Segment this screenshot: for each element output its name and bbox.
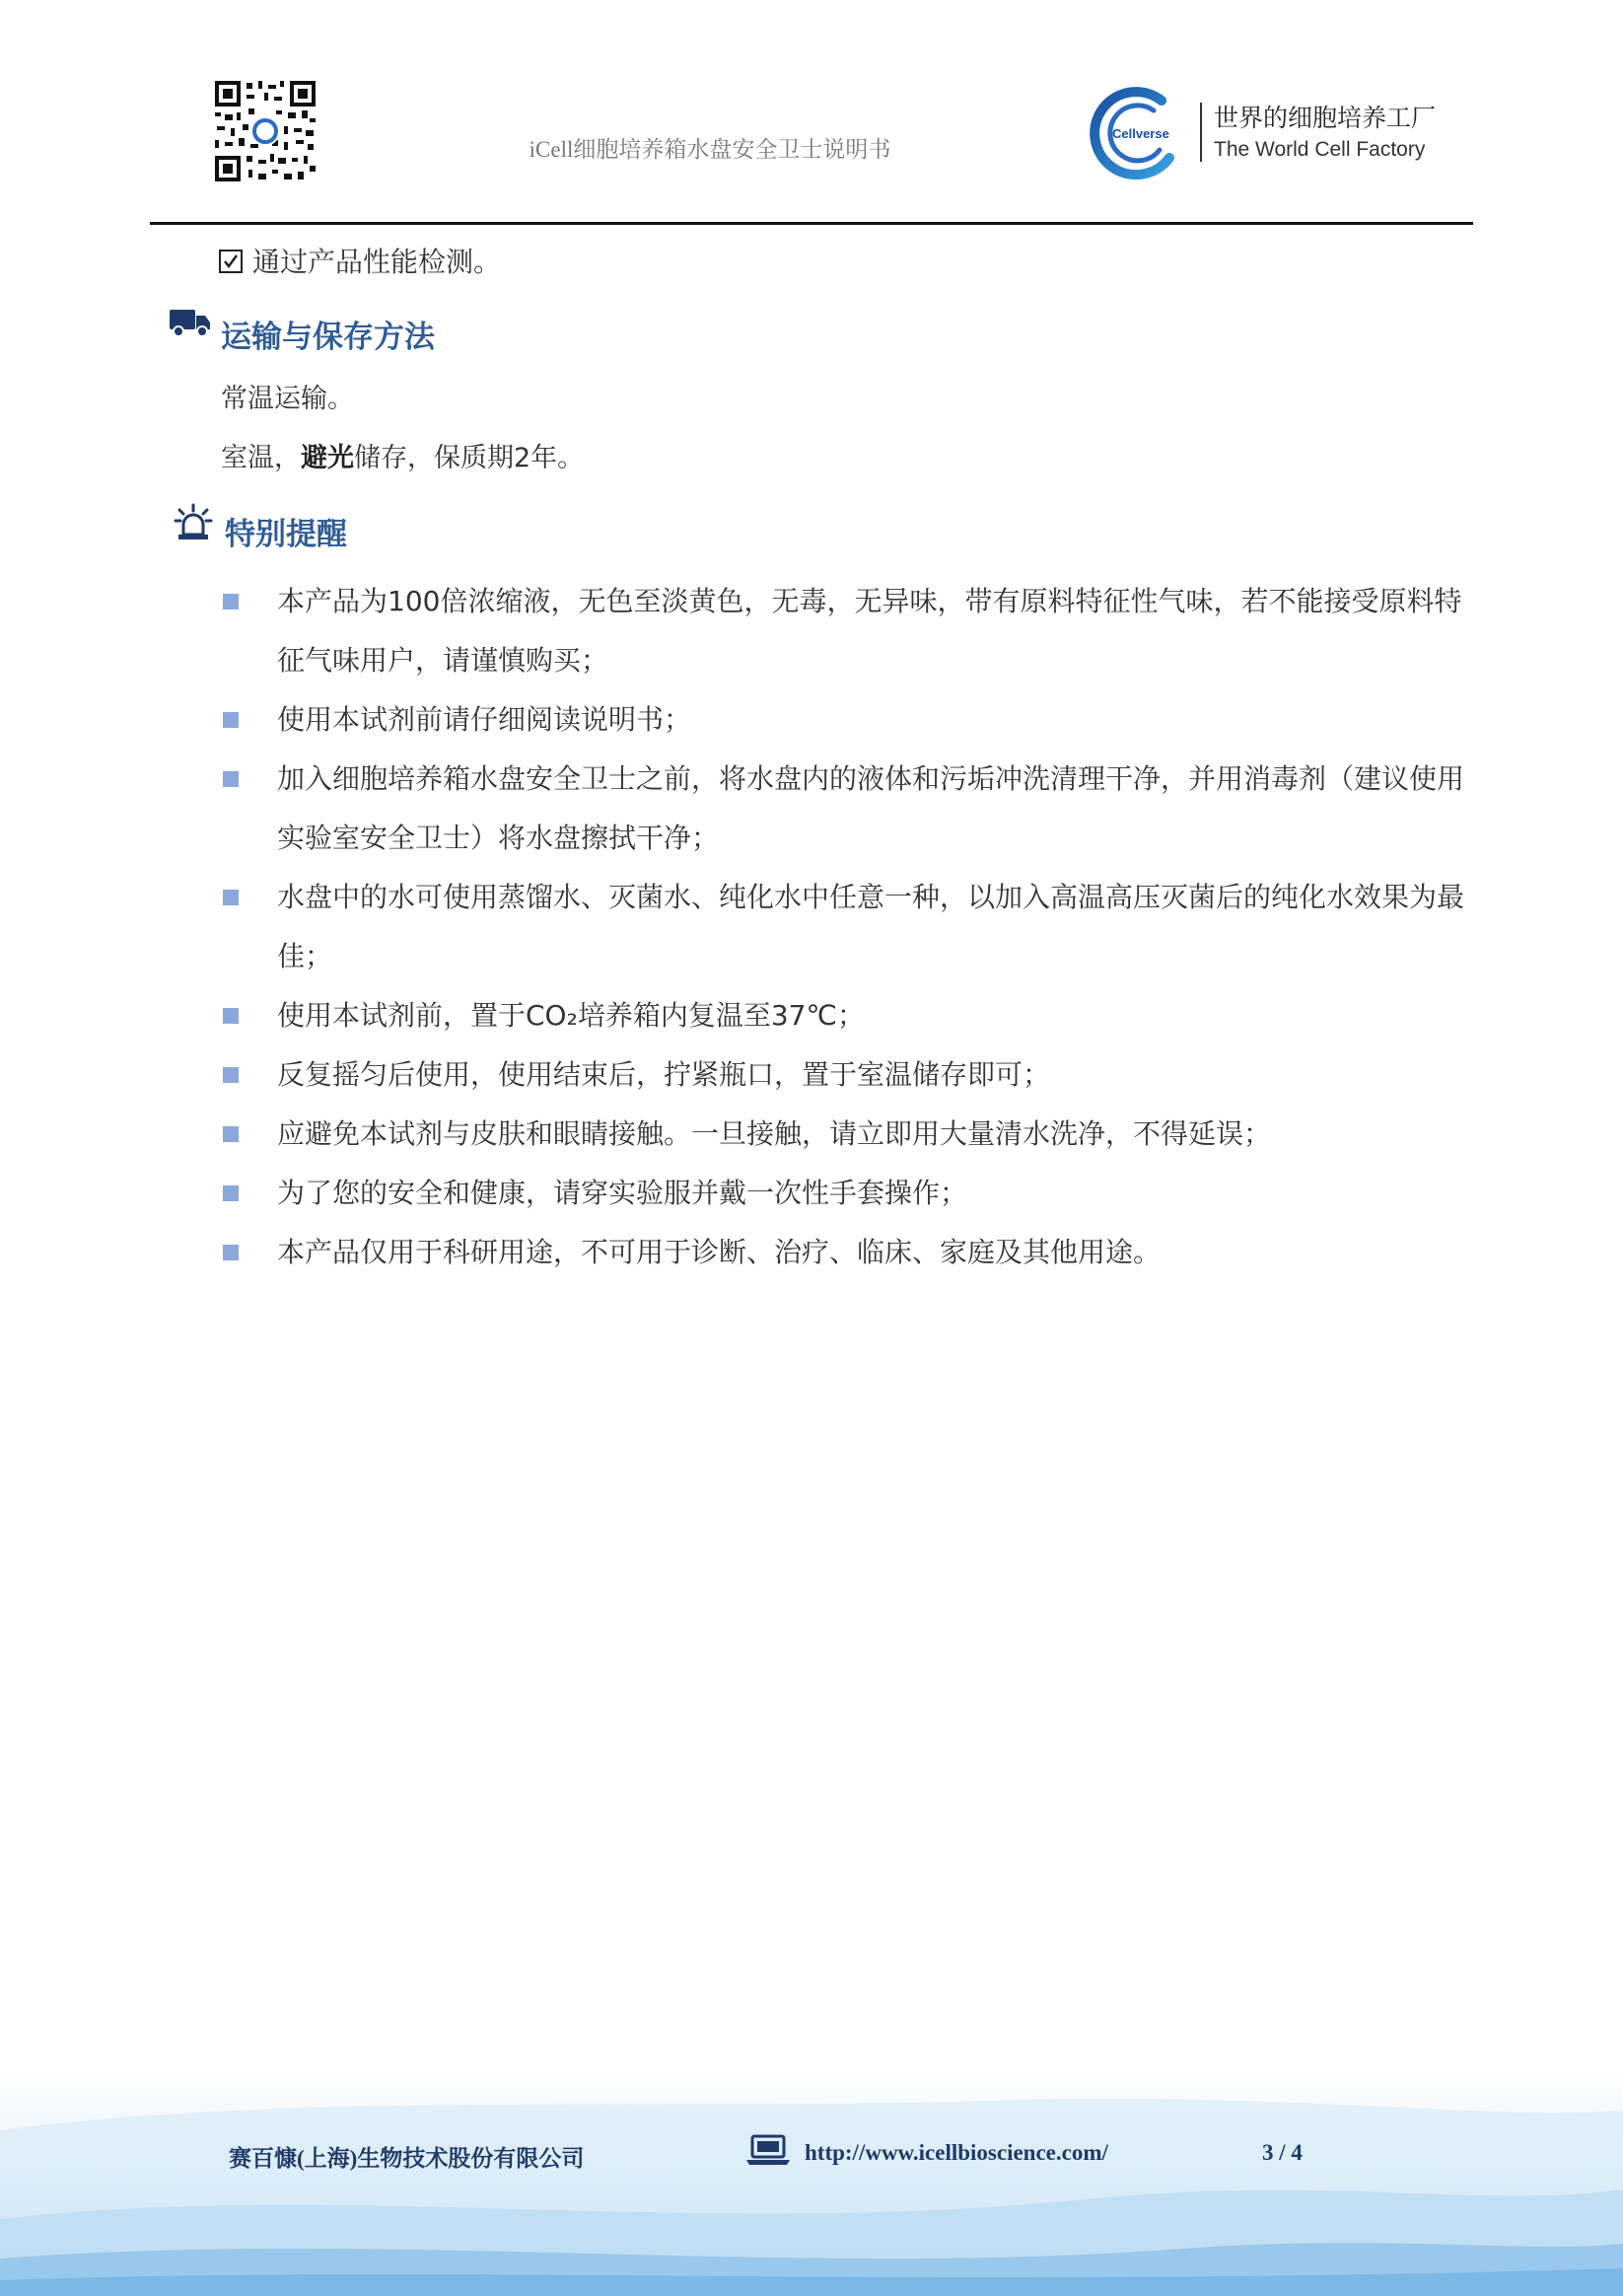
- header-divider: [150, 222, 1473, 225]
- logo-slogan-cn: 世界的细胞培养工厂: [1214, 104, 1437, 132]
- storage-text-before: 室温，: [221, 443, 301, 473]
- list-item: 本产品为100倍浓缩液，无色至淡黄色，无毒，无异味，带有原料特征性气味，若不能接受原料特征气味用户，请谨慎购买；: [221, 572, 1473, 690]
- list-item: 使用本试剂前，置于CO₂培养箱内复温至37℃；: [221, 986, 1473, 1045]
- bullet-square-icon: [223, 771, 239, 787]
- transport-heading: 运输与保存方法: [221, 320, 435, 355]
- reminder-list: [221, 572, 1473, 1282]
- bullet-square-icon: [223, 1008, 239, 1024]
- list-item: 加入细胞培养箱水盘安全卫士之前，将水盘内的液体和污垢冲洗清理干净，并用消毒剂（建议使用实验室安全卫士）将水盘擦拭干净；: [221, 750, 1473, 868]
- alarm-light-icon: [174, 503, 213, 542]
- list-item: 反复摇匀后使用，使用结束后，拧紧瓶口，置于室温储存即可；: [221, 1045, 1473, 1105]
- storage-text-after: 储存，保质期2年。: [354, 443, 585, 473]
- page-header: [0, 0, 1623, 227]
- document-title: iCell细胞培养箱水盘安全卫士说明书: [529, 137, 891, 162]
- bullet-square-icon: [223, 594, 239, 610]
- reminder-heading: 特别提醒: [225, 517, 347, 552]
- cellverse-logo: [1085, 83, 1203, 181]
- bullet-square-icon: [223, 1245, 239, 1260]
- transport-line-1: 常温运输。: [221, 384, 354, 414]
- storage-text-bold: 避光: [301, 443, 354, 473]
- footer-company: 赛百慷(上海)生物技术股份有限公司: [229, 2146, 585, 2171]
- list-item: 使用本试剂前请仔细阅读说明书；: [221, 690, 1473, 750]
- check-item: [219, 241, 501, 280]
- bullet-square-icon: [223, 1126, 239, 1142]
- list-item: 应避免本试剂与皮肤和眼睛接触。一旦接触，请立即用大量清水洗净，不得延误；: [221, 1105, 1473, 1164]
- qr-code-icon: [213, 79, 318, 183]
- list-item: 本产品仅用于科研用途，不可用于诊断、治疗、临床、家庭及其他用途。: [221, 1223, 1473, 1282]
- footer-wave-background: [0, 2071, 1623, 2296]
- checkbox-icon: [219, 250, 243, 273]
- bullet-square-icon: [223, 712, 239, 728]
- list-item: 水盘中的水可使用蒸馏水、灭菌水、纯化水中任意一种，以加入高温高压灭菌后的纯化水效果为最佳；: [221, 868, 1473, 986]
- laptop-icon: [745, 2134, 791, 2166]
- footer-url-link[interactable]: http://www.icellbioscience.com/: [805, 2140, 1108, 2165]
- page-number: 3 / 4: [1262, 2140, 1303, 2165]
- storage-line: [221, 436, 584, 474]
- bullet-square-icon: [223, 1185, 239, 1201]
- logo-divider: [1200, 103, 1202, 162]
- logo-brand-text: Cellverse: [1112, 126, 1169, 141]
- bullet-square-icon: [223, 1067, 239, 1083]
- page-footer: [0, 2071, 1623, 2296]
- truck-icon: [170, 308, 211, 337]
- list-item: 为了您的安全和健康，请穿实验服并戴一次性手套操作；: [221, 1164, 1473, 1223]
- bullet-square-icon: [223, 890, 239, 905]
- check-item-text: 通过产品性能检测。: [252, 246, 502, 278]
- logo-slogan-en: The World Cell Factory: [1214, 138, 1426, 161]
